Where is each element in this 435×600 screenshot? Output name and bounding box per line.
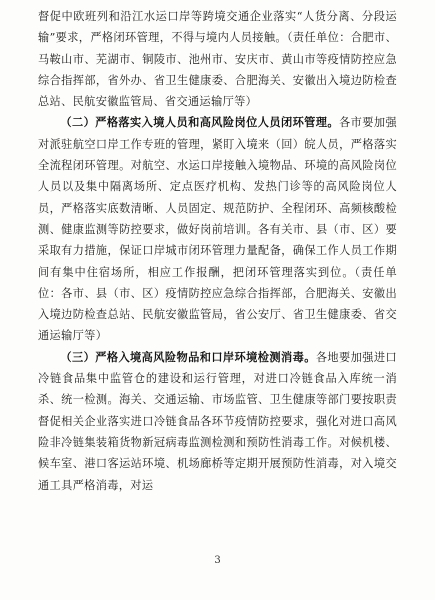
section-3-paragraph <box>38 347 397 496</box>
section-3-body: 各地要加强进口冷链食品集中监管仓的建设和运行管理，对进口冷链食品入库统一消杀、统一检测。海关、交通运输、市场监管、卫生健康等部门要按职责督促相关企业落实进口冷链食品各环节疫情防控要求，强化对进口高风险非冷链集装箱货物新冠病毒监测检测和预防性消毒工作。对候机楼、候车室、港口客运站环境、机场廊桥等定期开展预防性消毒，对入境交通工具严格消毒，对运 <box>38 350 398 492</box>
section-3-heading: （三）严格入境高风险物品和口岸环境检测消毒。 <box>60 349 316 364</box>
section-2-body: 各市要加强对派驻航空口岸工作专班的管理，紧盯入境来（回）皖人员，严格落实全流程闭环管理。对航空、水运口岸接触入境物品、环境的高风险岗位人员以及集中隔离场所、定点医疗机构、发热门诊等的高风险岗位人员，严格落实底数清晰、人员固定、规范防护、全程闭环、高频核酸检测、健康监测等防控要求，做好岗前培训。各有关市、县（市、区）要采取有力措施，保证口岸城市闭环管理力量配备，确保工作人员工作期间有集中住宿场所，相应工作报酬，把闭环管理落实到位。（责任单位：各市、县（市、区）疫情防控应急综合指挥部，合肥海关、安徽出入境边防检查总站、民航安徽监管局，省公安厅、省卫生健康委、省交通运输厅等） <box>38 116 397 343</box>
section-2-heading: （二）严格落实入境人员和高风险岗位人员闭环管理。 <box>60 115 340 130</box>
section-2-paragraph <box>38 112 397 346</box>
paragraph-continuation: 督促中欧班列和沿江水运口岸等跨境交通企业落实“人货分离、分段运输”要求，严格闭环管理，不得与境内人员接触。（责任单位：合肥市、马鞍山市、芜湖市、铜陵市、池州市、安庆市、黄山市等疫情防控应急综合指挥部，省外办、省卫生健康委、合肥海关、安徽出入境边防检查总站、民航安徽监管局、省交通运输厅等） <box>38 10 397 109</box>
page-number: 3 <box>214 555 221 566</box>
